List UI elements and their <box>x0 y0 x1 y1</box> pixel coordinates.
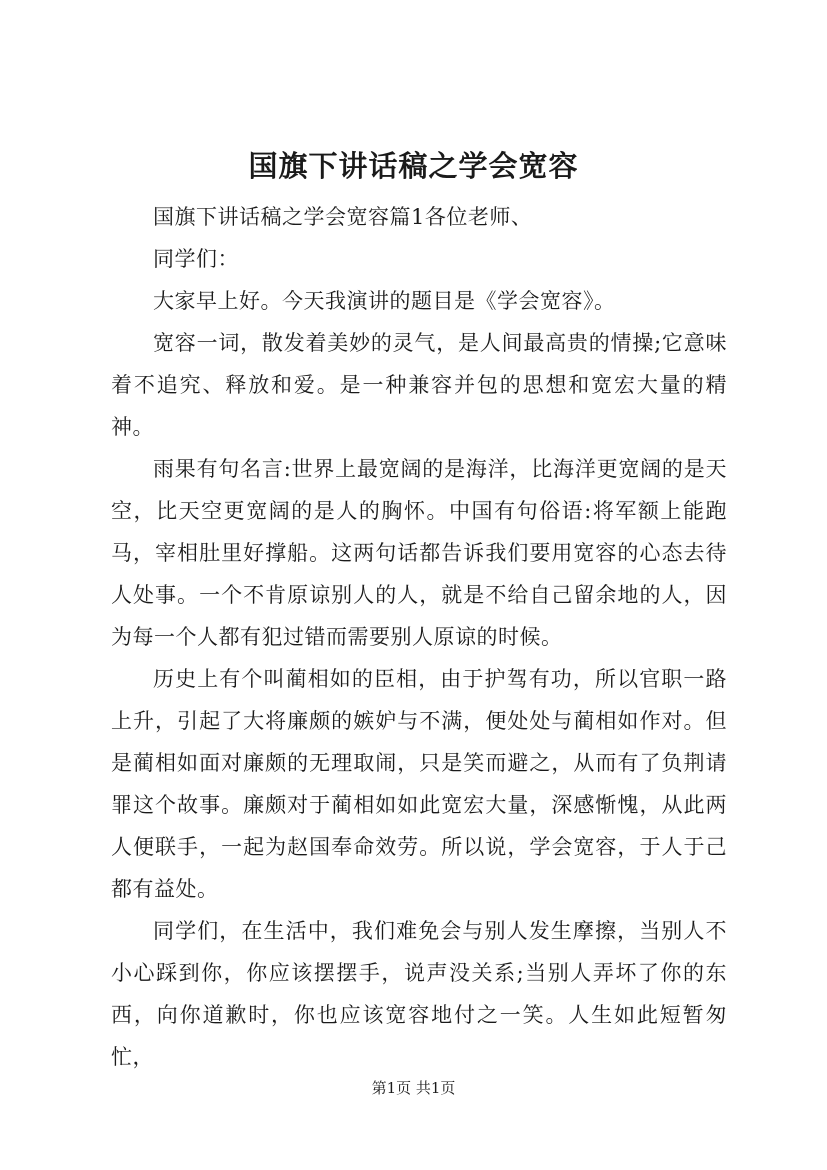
paragraph: 同学们，在生活中，我们难免会与别人发生摩擦，当别人不小心踩到你，你应该摆摆手，说声没关系;当别人弄坏了你的东西，向你道歉时，你也应该宽容地付之一笑。人生如此短暂匆忙， <box>111 919 727 1069</box>
paragraph: 宽容一词，散发着美妙的灵气，是人间最高贵的情操;它意味着不追究、释放和爱。是一种兼容并包的思想和宽宏大量的精神。 <box>111 331 727 439</box>
paragraph: 大家早上好。今天我演讲的题目是《学会宽容》。 <box>153 289 616 313</box>
paragraph: 同学们： <box>153 247 239 271</box>
paragraph: 国旗下讲话稿之学会宽容篇1各位老师、 <box>153 205 533 229</box>
paragraph: 历史上有个叫蔺相如的臣相，由于护驾有功，所以官职一路上升，引起了大将廉颇的嫉妒与不满，便处处与蔺相如作对。但是蔺相如面对廉颇的无理取闹，只是笑而避之，从而有了负荆请罪这个故事。廉颇对于蔺相如如此宽宏大量，深感惭愧，从此两人便联手，一起为赵国奉命效劳。所以说，学会宽容，于人于己都有益处。 <box>111 667 727 901</box>
page-footer: 第1页 共1页 <box>371 1079 456 1097</box>
document-body <box>111 196 727 1078</box>
paragraph: 雨果有句名言:世界上最宽阔的是海洋，比海洋更宽阔的是天空，比天空更宽阔的是人的胸怀。中国有句俗语:将军额上能跑马，宰相肚里好撑船。这两句话都告诉我们要用宽容的心态去待人处事。一个不肯原谅别人的人，就是不给自己留余地的人，因为每一个人都有犯过错而需要别人原谅的时候。 <box>111 457 727 649</box>
document-title: 国旗下讲话稿之学会宽容 <box>248 149 579 183</box>
